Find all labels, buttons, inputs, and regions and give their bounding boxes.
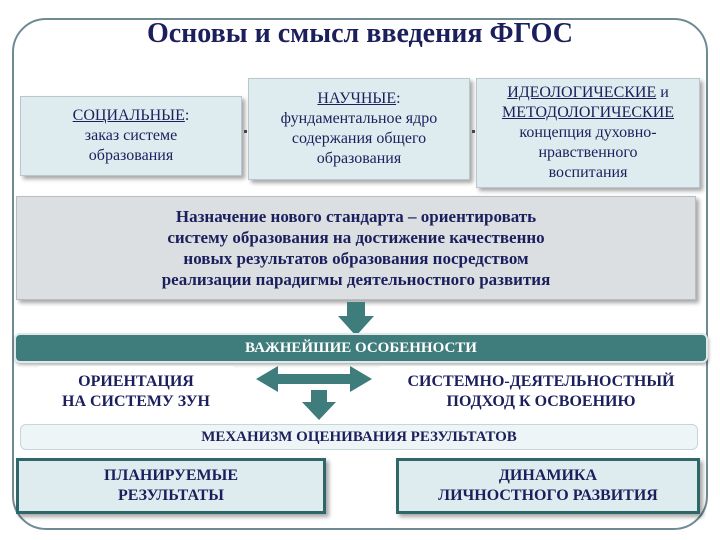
social-heading: СОЦИАЛЬНЫЕ <box>72 107 185 124</box>
planned-results-box <box>16 458 326 514</box>
ideological-text-1: концепция духовно- <box>519 124 657 141</box>
scientific-heading-line <box>317 89 400 109</box>
scientific-colon: : <box>396 90 401 107</box>
systemic-text-2: ПОДХОД К ОСВОЕНИЮ <box>446 393 636 410</box>
purpose-text-1: Назначение нового стандарта – ориентировать <box>175 206 537 226</box>
scientific-heading: НАУЧНЫЕ <box>317 90 397 107</box>
purpose-text-4: реализации парадигмы деятельностного развития <box>161 270 551 290</box>
planned-text-1: ПЛАНИРУЕМЫЕ <box>103 467 239 484</box>
assessment-mechanism-bar: МЕХАНИЗМ ОЦЕНИВАНИЯ РЕЗУЛЬТАТОВ <box>20 424 698 450</box>
personal-dynamics-box <box>396 458 700 514</box>
orientation-text-1: ОРИЕНТАЦИЯ <box>78 373 194 390</box>
dynamics-text-1: ДИНАМИКА <box>498 467 598 484</box>
planned-text-2: РЕЗУЛЬТАТЫ <box>117 487 225 504</box>
connector-dot-right <box>472 130 475 133</box>
social-colon: : <box>184 107 190 124</box>
ideological-foundation-box <box>476 78 700 188</box>
social-foundation-box <box>20 96 242 176</box>
down-arrow-icon <box>338 302 374 336</box>
purpose-box <box>16 196 696 300</box>
connector-dot-left <box>244 130 247 133</box>
purpose-text-3: новых результатов образования посредством <box>183 249 529 268</box>
ideological-conjunction: и <box>656 84 669 101</box>
ideological-heading-line <box>507 83 669 103</box>
scientific-text-2: содержания общего <box>291 130 427 147</box>
social-heading-line <box>73 106 190 126</box>
dynamics-text-2: ЛИЧНОСТНОГО РАЗВИТИЯ <box>438 487 658 504</box>
purpose-text-2: систему образования на достижение качественно <box>167 227 545 247</box>
ideological-text-3: воспитания <box>548 164 628 181</box>
scientific-foundation-box <box>248 78 470 180</box>
social-text-2: образования <box>88 147 174 164</box>
orientation-zun-box <box>38 366 234 418</box>
methodological-heading: МЕТОДОЛОГИЧЕСКИЕ <box>501 104 675 121</box>
scientific-text-1: фундаментальное ядро <box>280 110 438 127</box>
slide-title: Основы и смысл введения ФГОС <box>146 18 574 49</box>
systemic-text-1: СИСТЕМНО-ДЕЯТЕЛЬНОСТНЫЙ <box>407 373 675 390</box>
ideological-text-2: нравственного <box>538 144 638 161</box>
down-arrow-small-icon <box>302 390 336 420</box>
key-features-banner: ВАЖНЕЙШИЕ ОСОБЕННОСТИ <box>14 333 708 363</box>
systemic-approach-box <box>380 366 702 418</box>
ideological-heading: ИДЕОЛОГИЧЕСКИЕ <box>507 84 657 101</box>
social-text-1: заказ системе <box>84 127 178 144</box>
scientific-text-3: образования <box>316 150 402 167</box>
orientation-text-2: НА СИСТЕМУ ЗУН <box>62 393 210 410</box>
